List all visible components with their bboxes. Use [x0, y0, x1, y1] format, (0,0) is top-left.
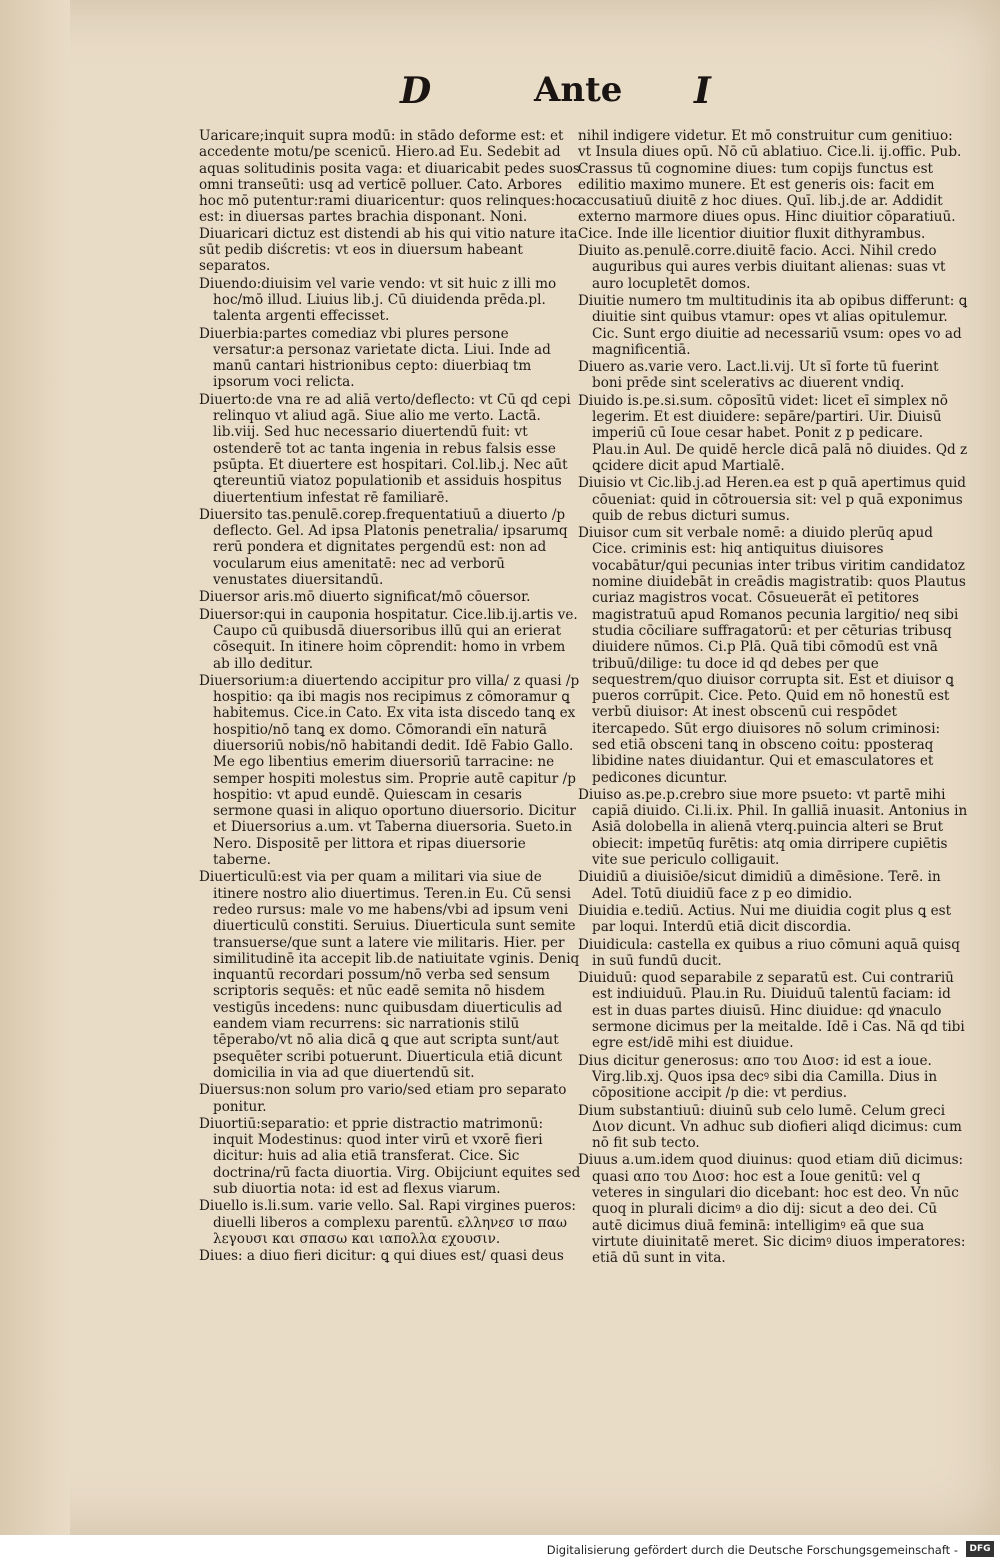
- dfg-logo: DFG: [966, 1541, 994, 1557]
- dictionary-entry: Diuerto:de vna re ad aliā verto/deflecto: vt Cū qd cepi relinquo vt aliud agā. Siue alio me verto. Lactā. lib.viij. Sed huc necessario diuertendū fuit: vt ostenderē tot ac tanta ingenia in rebus falsis esse psūpta. Et diuertere est hospitari. Col.lib.j. Nec aūt ꝗtereuntiū viatoz populationib et assiduis hospitus diuertentium infestat rē familiarē.: [199, 391, 571, 506]
- dictionary-entry: Diuersorium:a diuertendo accipitur pro villa/ z quasi /p hospitio: qa ibi magis nos recipimus z cōmoramur ꝗ habitemus. Cice.in Cato. Ex vita ista discedo tanꝗ ex hospitio/nō tanꝗ ex domo. Cōmorandi eīn naturā diuersoriū nobis/nō habitandi dedit. Idē Fabio Gallo. Me ego libentius emerim diuersoriū tarracine: ne semper hospiti molestus sim. Proprie autē capitur /p hospitio: vt apud eundē. Quiescam in cesaris sermone quasi in aliquo oportuno diuersorio. Dicitur et Diuersorius a.um. vt Taberna diuersoria. Sueto.in Nero. Dispositē per littora et ripas diuersorie taberne.: [199, 672, 580, 869]
- header-right-letter: I: [694, 70, 711, 112]
- dictionary-entry: Diuersus:non solum pro vario/sed etiam pro separato ponitur.: [199, 1082, 567, 1115]
- dictionary-entry: Diuersor:qui in cauponia hospitatur. Cice.lib.ij.artis ve. Caupo cū quibusdā diuersoribus illū qui an erierat cōsequit. In itinere hoim cōprendit: homo in vrbem ab illo deditur.: [199, 606, 578, 672]
- page-gutter: [0, 0, 70, 1535]
- dictionary-entry: Diuerbia:partes comediaz vbi plures persone versatur:a personaz varietate dicta. Liui. Inde ad manū cantari histrionibus cepto: diuerbiaq tm ipsorum voci relicta.: [199, 325, 551, 391]
- dictionary-entry: Diuidia e.tediū. Actius. Nui me diuidia cogit plus ꝗ est par loqui. Interdū etiā dicit discordia.: [578, 902, 952, 936]
- dictionary-entry: Diuersito tas.penulē.corep.frequentatiuū a diuerto /p deflecto. Gel. Ad ipsa Platonis penetralia/ ipsarumq rerū pondera et dignitates pergendū est: non ad vocularum eius amenitatē: nec ad verborū venustates diuersitandū.: [199, 506, 568, 589]
- dictionary-entry: Diuortiū:separatio: et pprie distractio matrimonū: inquit Modestinus: quod inter virū et vxorē fieri dicitur: huis ad alia etiā transferat. Cice. Sic doctrina/rū facta diuortia. Virg. Obijciunt equites sed sub diuortia nota: id est ad flexus viarum.: [199, 1115, 581, 1197]
- dictionary-entry: Diuersor aris.mō diuerto significat/mō cōuersor.: [199, 589, 531, 606]
- digitization-footer: [0, 1535, 1000, 1563]
- dictionary-entry: Diuiso as.pe.p.crebro siue more psueto: vt partē mihi capiā diuido. Ci.li.ix. Phil. In galliā inuasit. Antonius in Asiā dolobella in alienā vterq.puincia alteri se Brut obiecit: impetūq furētis: atq omia dirripere cupiētis vite sue periculo colligauit.: [578, 786, 968, 869]
- running-header: [0, 70, 1000, 120]
- dictionary-entry: Diuido is.pe.si.sum. cōposītū videt: licet eī simplex nō legerim. Et est diuidere: sepāre/partiri. Uir. Diuisū imperiū cū Ioue cesar habet. Ponit z p pedicare. Plau.in Aul. De quidē hercle dicā palā nō diuides. Qd z ꝗcidere dicit apud Martialē.: [578, 392, 968, 474]
- dictionary-entry: Dius dicitur generosus: απο του Διοσ: id est a ioue. Virg.lib.xj. Quos ipsa decꝰ sibi dia Camilla. Dius in cōpositione accipit /p die: vt perdius.: [578, 1052, 938, 1102]
- dictionary-entry: Diuidiū a diuisiōe/sicut dimidiū a dimēsione. Terē. in Adel. Totū diuidiū face z p eo dimidio.: [578, 869, 941, 902]
- left-text-column: [199, 128, 583, 1265]
- dictionary-entry: Diues: a diuo fieri dicitur: ꝗ qui diues est/ quasi deus: [199, 1248, 564, 1265]
- header-title: Ante: [534, 70, 623, 110]
- dictionary-entry: Uaricare;inquit supra modū: in stādo deforme est: et accedente motu/pe scenicū. Hiero.ad Eu. Sedebit ad aquas solitudinis posita vaga: et diuaricabit pedes suos omni transeūti: usq ad verticē polluer. Cato. Arbores hoc mō putentur:rami diuaricentur: quos relinques:hoc est: in diuersas partes brachia disponant. Noni. Diuaricari dictuz est distendi ab his qui vitio nature ita sūt pedib diścretis: vt eos in diuersum habeant separatos.: [199, 128, 580, 275]
- funding-credit: Digitalisierung gefördert durch die Deutsche Forschungsgemeinschaft -: [546, 1543, 958, 1557]
- dictionary-entry: Diuerticulū:est via per quam a militari via siue de itinere nostro alio diuertimus. Teren.in Eu. Cū sensi redeo rursus: male vo me habens/vbi ad ipsum veni diuerticulū constiti. Seruius. Diuerticula sunt semite transuerse/que sunt a latere vie militaris. Hier. per similitudinē ita accepit lib.de natiuitate vginis. Deniq inquantū recordari possum/nō verba sed sensum scriptoris sequēs: et nūc eadē semita nō hisdem vestigūs incedens: nunc quibusdam diuerticulis ad eandem viam recurrens: sic narrationis stilū tēperabo/vt nō alia dicā ꝗ que aut scripta sunt/aut psequēter scribi potuerunt. Diuerticula etiā dicunt domicilia in via ad que diuertendū sit.: [199, 869, 580, 1081]
- dictionary-entry: Diuello is.li.sum. varie vello. Sal. Rapi virgines pueros: diuelli liberos a complexu parentū. ελληνεσ ισ παω λεγουσι και σπασω και ιαπολλα εχουσιν.: [199, 1198, 577, 1247]
- dictionary-entry: Diuito as.penulē.corre.diuitē facio. Acci. Nihil credo auguribus qui aures verbis diuitant alienas: suas vt auro locupletēt domos.: [578, 243, 946, 292]
- dictionary-entry: Diuidicula: castella ex quibus a riuo cōmuni aquā quisq in suū fundū ducit.: [578, 936, 960, 969]
- header-left-letter: D: [400, 70, 432, 112]
- dictionary-entry: Diuisor cum sit verbale nomē: a diuido plerūq apud Cice. criminis est: hiq antiquitus diuisores vocabātur/qui pecunias inter tribus viritim candidatoz nomine diuidebāt in creādis magistratib: quos Plautus curiaz magistros vocat. Cōsueuerāt eī petitores magistratuū apud Romanos pecunia largitio/ neq sibi studia cōciliare suffragatorū: et per cēturias tribusq diuidere nūmos. Ci.p Plā. Quā tibi cōmodū est vnā tribuū/dilige: tu doce id qd debes per que sequestrem/quo diuisor corrupta sit. Est et diuisor ꝗ pueros corrūpit. Cice. Peto. Quid em nō honestū est verbū diuisor: At inest obscenū cui respōdet itercapedo. Sūt ergo diuisores nō solum criminosi: sed etiā obsceni tanꝗ in obsceno coitu: pposteraq libidine nates diuidantur. Qui et emasculatores et pedicones dicuntur.: [578, 525, 966, 786]
- dictionary-entry: Diuitie numero tm multitudinis ita ab opibus differunt: ꝗ diuitie sint quibus vtamur: opes vt alias opitulemur. Cic. Sunt ergo diuitie ad necessariū vsum: opes vo ad magnificentiā.: [578, 292, 968, 358]
- dictionary-entry: Diuiduū: quod separabile z separatū est. Cui contrariū est indiuiduū. Plau.in Ru. Diuiduū talentū faciam: id est in duas partes diuisū. Hinc diuidue: qd ꝟnaculo sermone dicimus per la meitalde. Idē i Cas. Nā qd tibi egre est/idē mihi est diuidue.: [578, 970, 965, 1052]
- dictionary-entry: Diuero as.varie vero. Lact.li.vij. Ut sī forte tū fuerint boni prēde sint scelerativs ac diuerent vndiq.: [578, 359, 939, 392]
- dictionary-entry: Dium substantiuū: diuinū sub celo lumē. Celum greci Διον dicunt. Vn adhuc sub diofieri aliqd dicimus: cum nō fit sub tecto.: [578, 1102, 962, 1152]
- right-text-column: [578, 128, 968, 1267]
- dictionary-entry: Diuus a.um.idem quod diuinus: quod etiam diū dicimus: quasi απο του Διοσ: hoc est a Ioue genitū: vel q veteres in singulari dio dicebant: hoc est deo. Vn nūc quoq in plurali dicimꝰ a dio dij: sicut a deo dei. Cū autē dicimus diuā feminā: intelligimꝰ eā que sua virtute diuinitatē meret. Sic dicimꝰ diuos imperatores: etiā dū sunt in vita.: [578, 1152, 966, 1267]
- dictionary-entry: Diuisio vt Cic.lib.j.ad Heren.ea est p quā apertimus quid cōueniat: quid in cōtrouersia sit: vel p quā exponimus quib de rebus dicturi sumus.: [578, 475, 967, 524]
- dictionary-entry: Diuendo:diuisim vel varie vendo: vt sit huic z illi mo hoc/mō illud. Liuius lib.j. Cū diuidenda prēda.pl. talenta argenti effecisset.: [199, 275, 557, 325]
- dictionary-entry: nihil indigere videtur. Et mō construitur cum genitiuo: vt Insula diues opū. Nō cū ablatiuo. Cice.li. ij.offic. Pub. Crassus tū cognomine diues: tum copijs functus est edilitio maximo munere. Et est generis ois: facit em accusatiuū diuitē z hoc diues. Quī. lib.j.de ar. Addidit externo marmore diues opus. Hinc diuitior cōparatiuū. Cice. Inde ille licentior diuitior fluxit dithyrambus.: [578, 128, 962, 242]
